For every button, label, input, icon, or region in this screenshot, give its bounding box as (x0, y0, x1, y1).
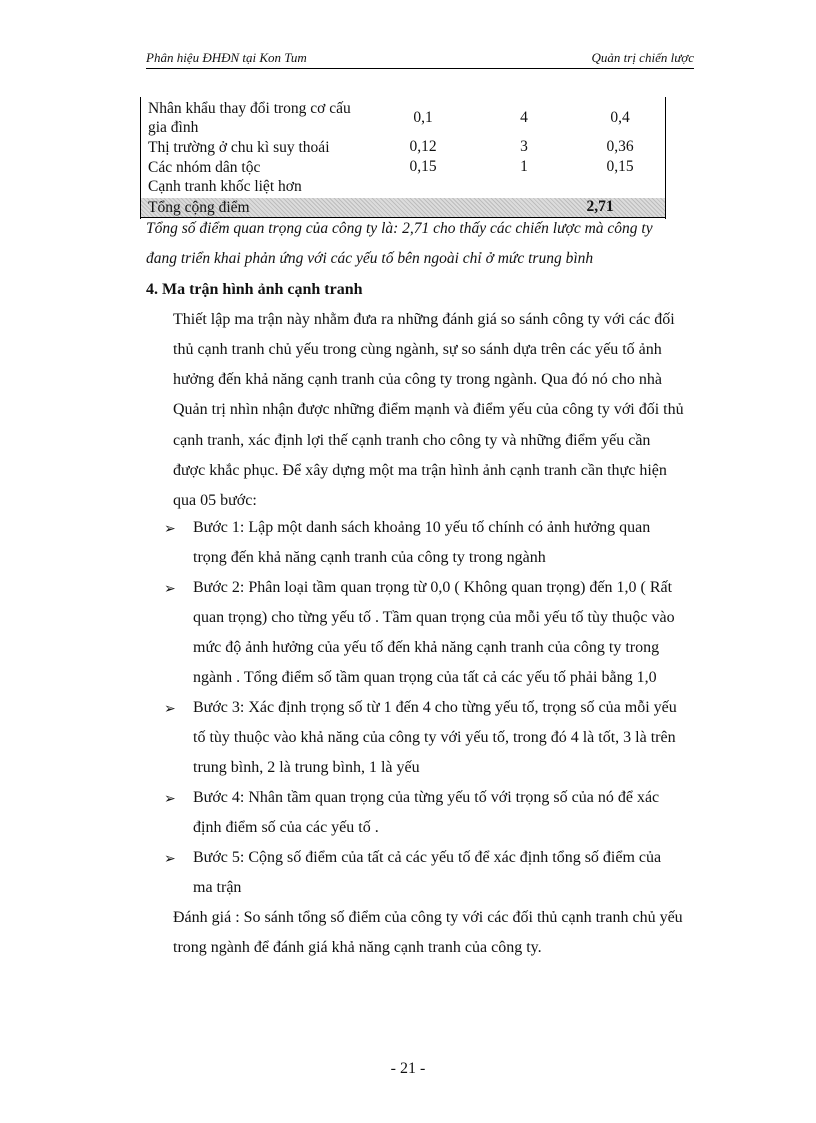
step-line: Bước 4: Nhân tầm quan trọng của từng yếu tố với trọng số của nó để xác (193, 789, 660, 806)
intro-line: hưởng đến khả năng cạnh tranh của công ty trong ngành. Qua đó nó cho nhà (173, 371, 662, 388)
factor-label: Thị trường ở chu kì suy thoái (148, 139, 330, 156)
step-line: định điểm số của các yếu tố . (193, 819, 379, 836)
factor-label: Các nhóm dân tộc (148, 159, 261, 176)
step-line: Bước 5: Cộng số điểm của tất cả các yếu tố để xác định tổng số điểm của (193, 849, 662, 866)
intro-line: Thiết lập ma trận này nhằm đưa ra những đánh giá so sánh công ty với các đối (173, 311, 675, 328)
intro-line: cạnh tranh, xác định lợi thế cạnh tranh cho công ty và những điểm yếu cần (173, 432, 651, 449)
section-heading: 4. Ma trận hình ảnh cạnh tranh (146, 281, 363, 298)
weight-cell: 0,1 (413, 109, 433, 126)
table-bottom-rule (140, 217, 666, 218)
summary-line-2: đang triển khai phản ứng với các yếu tố bên ngoài chỉ ở mức trung bình (146, 250, 594, 267)
header-institution: Phân hiệu ĐHĐN tại Kon Tum (146, 50, 307, 65)
page-header (146, 50, 694, 67)
header-course: Quản trị chiến lược (591, 50, 694, 65)
intro-line: Quản trị nhìn nhận được những điểm mạnh và điểm yếu của công ty với đối thủ (173, 401, 684, 418)
table-left-border (140, 97, 141, 219)
score-cell: 0,15 (606, 158, 634, 175)
rating-cell: 1 (520, 158, 528, 175)
efe-matrix-table (140, 97, 666, 219)
factor-label: Cạnh tranh khốc liệt hơn (148, 178, 302, 195)
weight-cell: 0,12 (409, 138, 437, 155)
step-line: Bước 3: Xác định trọng số từ 1 đến 4 cho từng yếu tố, trọng số của mỗi yếu (193, 699, 677, 716)
arrow-bullet-icon: ➢ (164, 852, 176, 867)
factor-label-cont: gia đình (148, 119, 199, 136)
weight-cell: 0,15 (409, 158, 437, 175)
step-line: mức độ ảnh hưởng của yếu tố đến khả năng cạnh tranh của công ty trong (193, 639, 660, 656)
evaluation-line: Đánh giá : So sánh tổng số điểm của công ty với các đối thủ cạnh tranh chủ yếu (173, 909, 683, 926)
arrow-bullet-icon: ➢ (164, 792, 176, 807)
arrow-bullet-icon: ➢ (164, 582, 176, 597)
factor-label: Nhân khẩu thay đổi trong cơ cấu (148, 100, 351, 117)
step-line: tố tùy thuộc vào khả năng của công ty với yếu tố, trong đó 4 là tốt, 3 là trên (193, 729, 676, 746)
total-score: 2,71 (586, 198, 614, 215)
step-line: ma trận (193, 879, 242, 896)
score-cell: 0,4 (610, 109, 630, 126)
intro-line: thủ cạnh tranh chủ yếu trong cùng ngành, sự so sánh dựa trên các yếu tố ảnh (173, 341, 662, 358)
total-label: Tổng cộng điểm (148, 199, 250, 216)
step-line: trung bình, 2 là trung bình, 1 là yếu (193, 759, 420, 776)
intro-line: được khắc phục. Để xây dựng một ma trận hình ảnh cạnh tranh cần thực hiện (173, 462, 667, 479)
page-number: - 21 - (390, 1060, 426, 1077)
step-line: trọng đến khả năng cạnh tranh của công ty trong ngành (193, 549, 546, 566)
evaluation-line: trong ngành để đánh giá khả năng cạnh tranh của công ty. (173, 939, 542, 956)
step-line: Bước 1: Lập một danh sách khoảng 10 yếu tố chính có ảnh hưởng quan (193, 519, 651, 536)
step-line: ngành . Tổng điểm số tầm quan trọng của tất cả các yếu tố phải bằng 1,0 (193, 669, 657, 686)
summary-line-1: Tổng số điểm quan trọng của công ty là: 2,71 cho thấy các chiến lược mà công ty (146, 220, 653, 237)
step-line: quan trọng) cho từng yếu tố . Tầm quan trọng của mỗi yếu tố tùy thuộc vào (193, 609, 675, 626)
score-cell: 0,36 (606, 138, 634, 155)
header-rule (146, 68, 694, 69)
step-line: Bước 2: Phân loại tầm quan trọng từ 0,0 ( Không quan trọng) đến 1,0 ( Rất (193, 579, 673, 596)
rating-cell: 4 (520, 109, 528, 126)
table-right-border (665, 97, 666, 219)
intro-line: qua 05 bước: (173, 492, 257, 509)
arrow-bullet-icon: ➢ (164, 702, 176, 717)
arrow-bullet-icon: ➢ (164, 522, 176, 537)
rating-cell: 3 (520, 138, 528, 155)
